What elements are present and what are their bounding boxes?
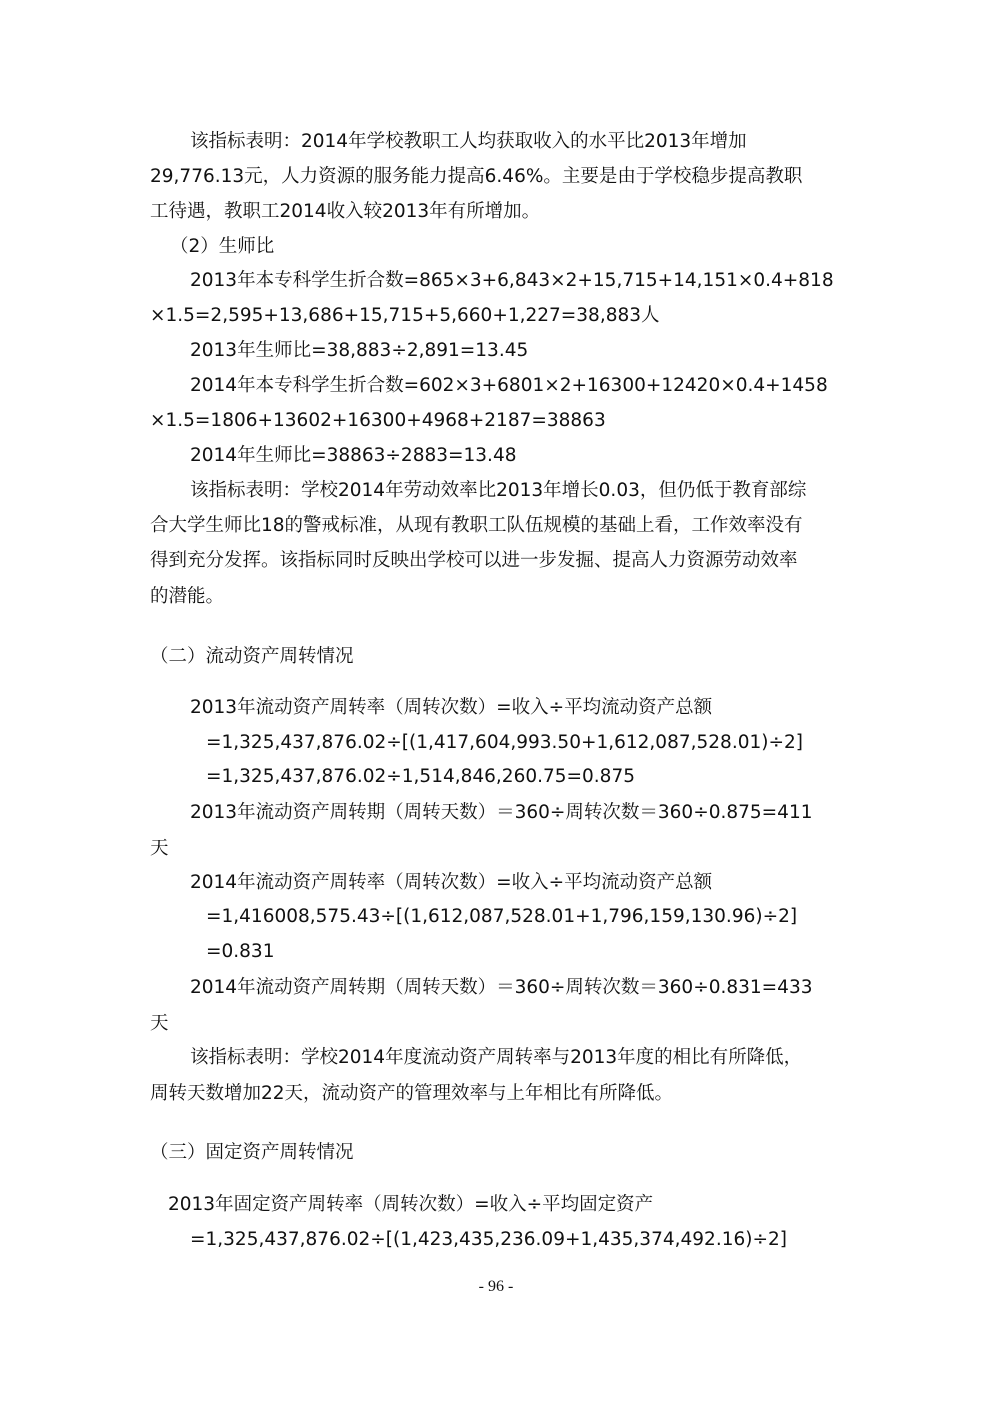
subsection-heading: （2）生师比 xyxy=(170,236,275,257)
section-heading: （三）固定资产周转情况 xyxy=(150,1142,354,1163)
formula-line: 2013年生师比=38,883÷2,891=13.45 xyxy=(190,340,529,361)
paragraph-line: 得到充分发挥。该指标同时反映出学校可以进一步发掘、提高人力资源劳动效率 xyxy=(150,550,798,571)
paragraph-line: 周转天数增加22天，流动资产的管理效率与上年相比有所降低。 xyxy=(150,1083,674,1104)
formula-line: =1,325,437,876.02÷[(1,417,604,993.50+1,612,087,528.01)÷2] xyxy=(206,732,803,753)
formula-line: ×1.5=1806+13602+16300+4968+2187=38863 xyxy=(150,410,606,431)
formula-line: =0.831 xyxy=(206,941,275,962)
paragraph-line: 合大学生师比18的警戒标准，从现有教职工队伍规模的基础上看，工作效率没有 xyxy=(150,515,803,536)
formula-line: 天 xyxy=(150,1013,169,1034)
formula-line: =1,325,437,876.02÷[(1,423,435,236.09+1,435,374,492.16)÷2] xyxy=(190,1229,787,1250)
formula-line: ×1.5=2,595+13,686+15,715+5,660+1,227=38,883人 xyxy=(150,305,660,326)
formula-line: 2014年流动资产周转率（周转次数）=收入÷平均流动资产总额 xyxy=(190,872,713,893)
formula-line: =1,325,437,876.02÷1,514,846,260.75=0.875 xyxy=(206,766,635,787)
paragraph-line: 工待遇，教职工2014收入较2013年有所增加。 xyxy=(150,201,541,222)
formula-line: 2013年本专科学生折合数=865×3+6,843×2+15,715+14,151×0.4+818 xyxy=(190,270,834,291)
formula-line: 2013年流动资产周转率（周转次数）=收入÷平均流动资产总额 xyxy=(190,697,713,718)
page-number: - 96 - xyxy=(478,1278,514,1295)
formula-line: 2014年生师比=38863÷2883=13.48 xyxy=(190,445,517,466)
formula-line: 2014年流动资产周转期（周转天数）＝360÷周转次数＝360÷0.831=433 xyxy=(190,977,813,998)
formula-line: 2013年固定资产周转率（周转次数）=收入÷平均固定资产 xyxy=(168,1194,654,1215)
formula-line: 2013年流动资产周转期（周转天数）＝360÷周转次数＝360÷0.875=411 xyxy=(190,802,813,823)
paragraph-line: 该指标表明：学校2014年劳动效率比2013年增长0.03，但仍低于教育部综 xyxy=(190,480,807,501)
formula-line: 天 xyxy=(150,838,169,859)
section-heading: （二）流动资产周转情况 xyxy=(150,646,354,667)
paragraph-line: 29,776.13元，人力资源的服务能力提高6.46%。主要是由于学校稳步提高教职 xyxy=(150,166,803,187)
paragraph-line: 的潜能。 xyxy=(150,586,225,607)
paragraph-line: 该指标表明：2014年学校教职工人均获取收入的水平比2013年增加 xyxy=(190,131,747,152)
formula-line: 2014年本专科学生折合数=602×3+6801×2+16300+12420×0.4+1458 xyxy=(190,375,828,396)
formula-line: =1,416008,575.43÷[(1,612,087,528.01+1,796,159,130.96)÷2] xyxy=(206,906,798,927)
paragraph-line: 该指标表明：学校2014年度流动资产周转率与2013年度的相比有所降低， xyxy=(190,1047,803,1068)
